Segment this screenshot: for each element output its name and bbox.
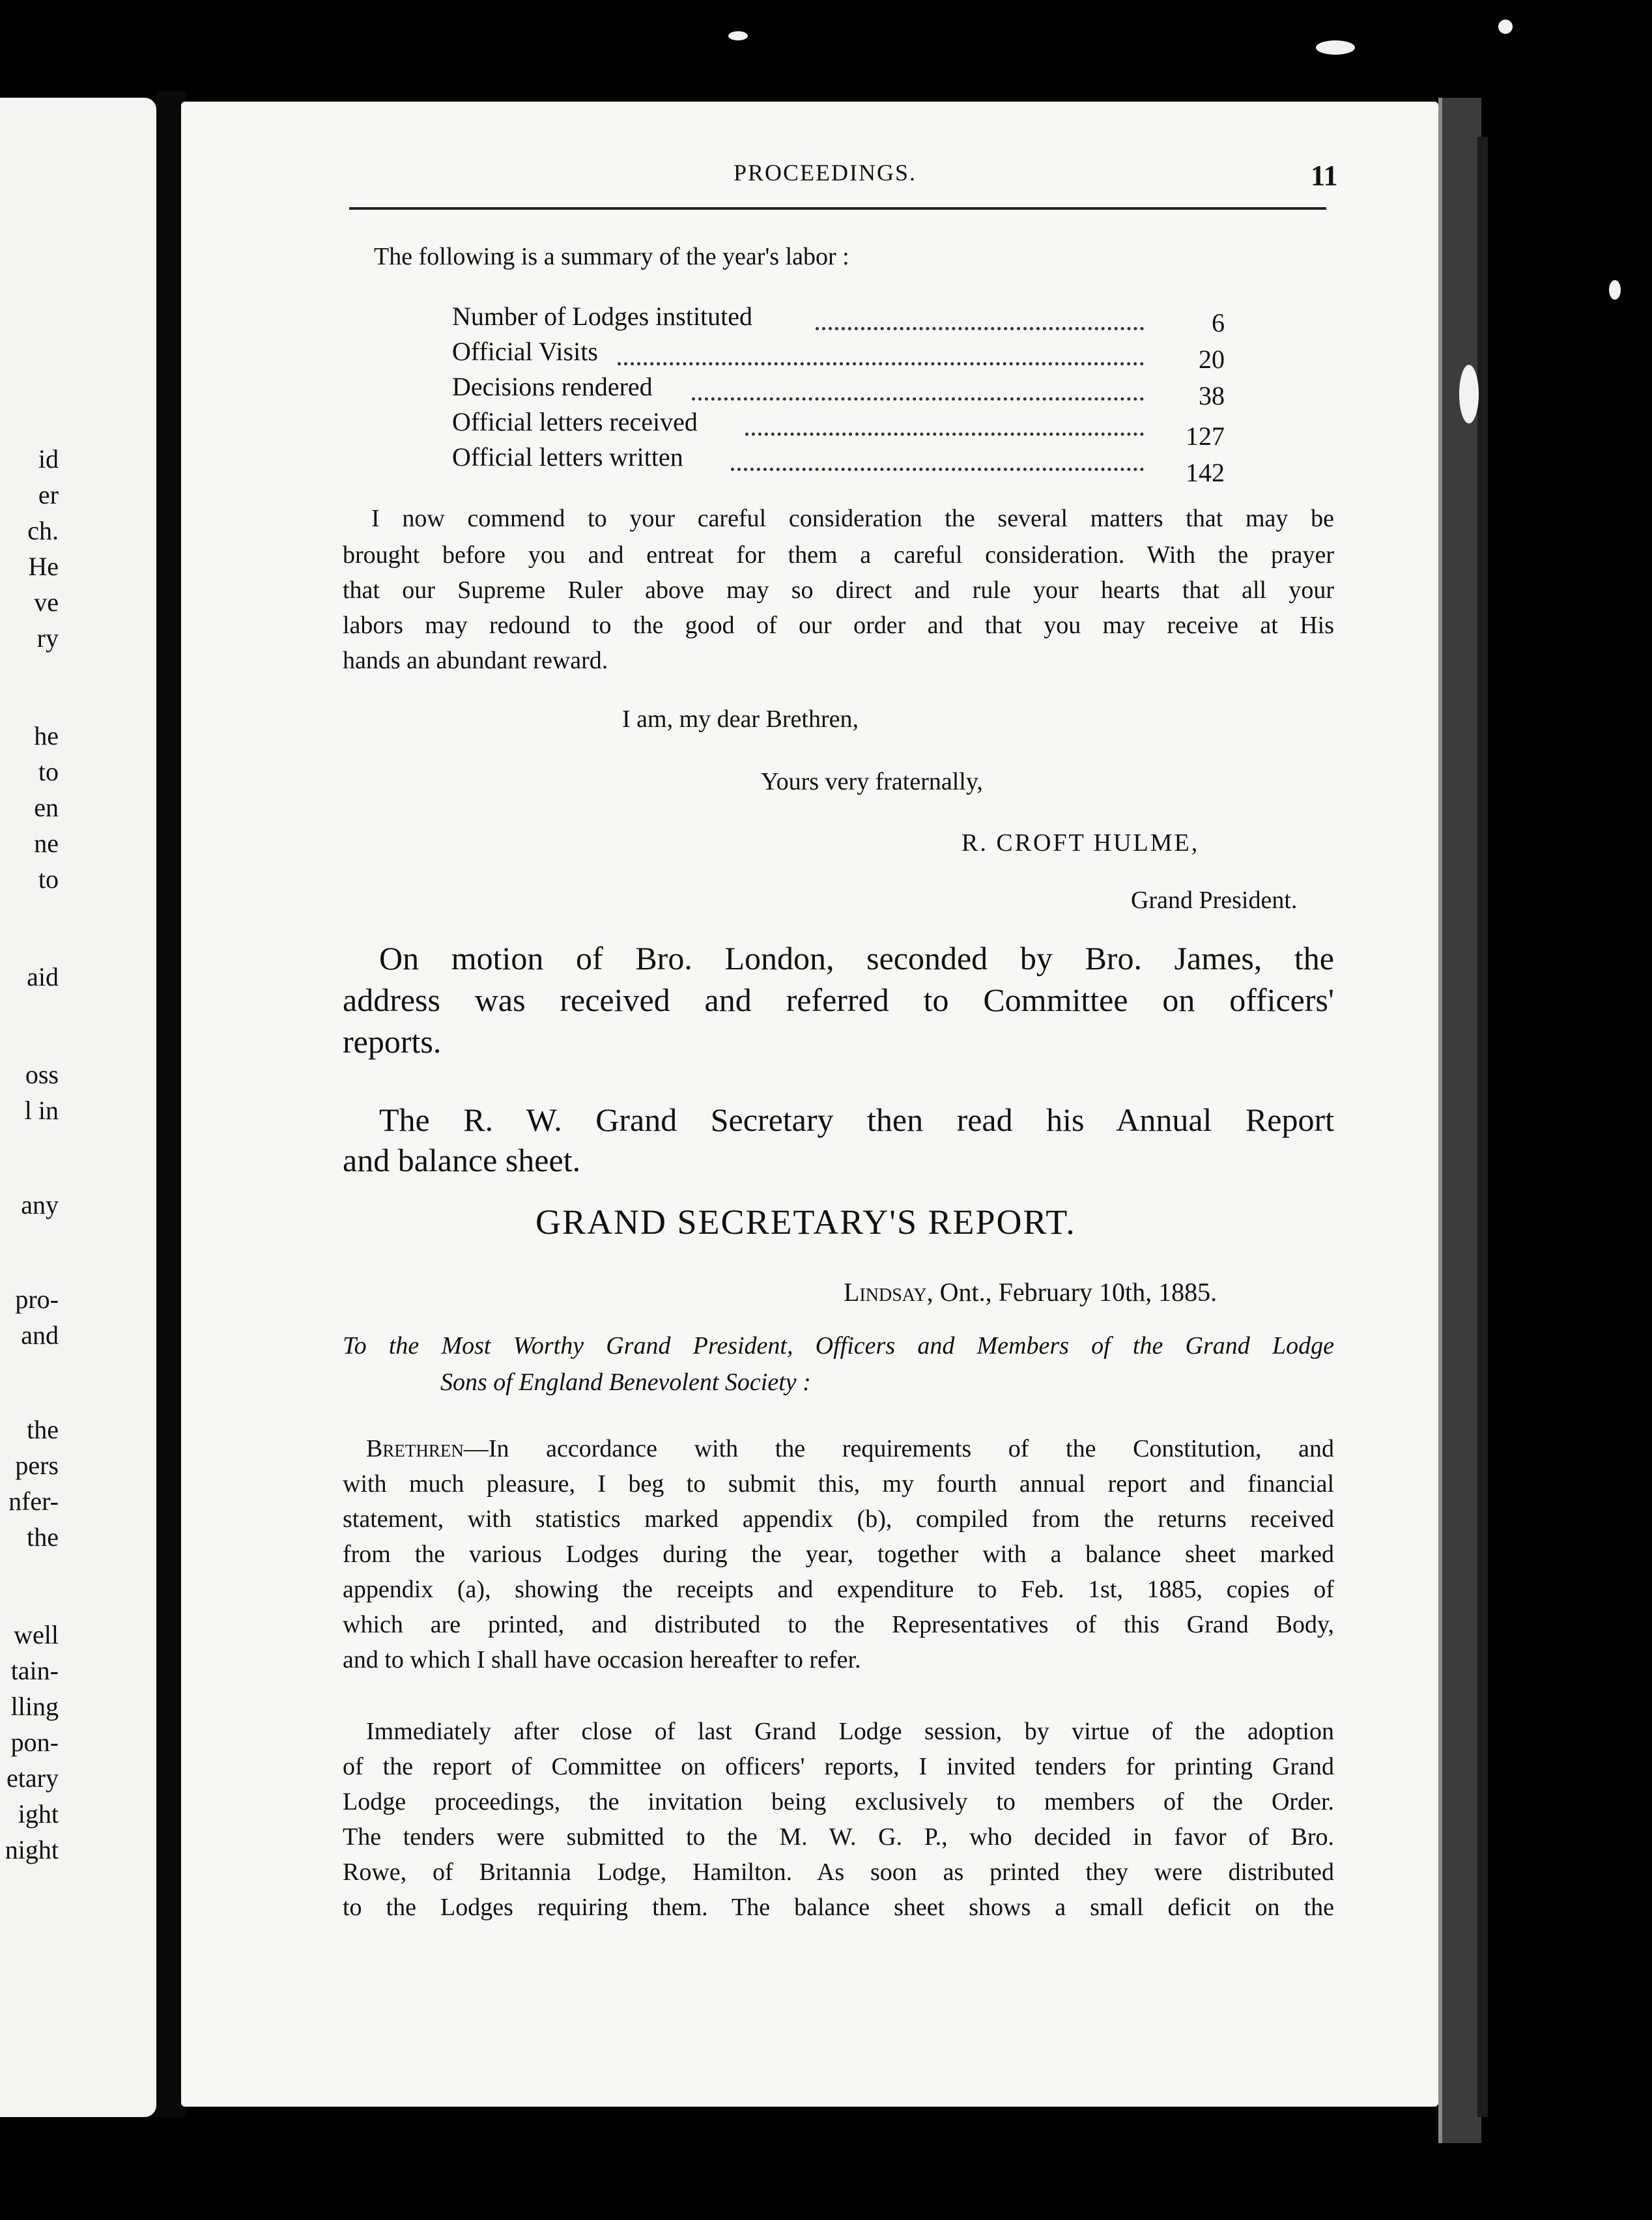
motion-line: On motion of Bro. London, seconded by Bro. James, the — [379, 940, 1334, 976]
report-para1-line: which are printed, and distributed to the Representatives of this Grand Body, — [343, 1611, 1334, 1638]
left-page-fragment: er — [38, 480, 59, 509]
valediction: Yours very fraternally, — [761, 768, 983, 795]
commend-line: that our Supreme Ruler above may so direct and rule your hearts that all your — [343, 576, 1334, 604]
page-edge-shadow — [1477, 137, 1488, 2117]
summary-value: 20 — [1199, 345, 1225, 374]
signatory-title: Grand President. — [1131, 887, 1298, 914]
dot-leader — [692, 397, 1144, 401]
report-para1-line: with much pleasure, I beg to submit this, my fourth annual report and financial — [343, 1470, 1334, 1498]
left-page-fragment: ight — [18, 1799, 59, 1829]
commend-line: labors may redound to the good of our order and that you may receive at His — [343, 612, 1334, 639]
left-page-fragment: well — [14, 1620, 59, 1649]
address-line: To the Most Worthy Grand President, Officers and Members of the Grand Lodge — [343, 1332, 1334, 1359]
scan-speck — [728, 31, 748, 40]
report-para1-text: —In accordance with the requirements of the Constitution, and — [463, 1435, 1334, 1462]
salutation-brethren: Brethren — [366, 1435, 464, 1462]
report-para2-line: Lodge proceedings, the invitation being exclusively to members of the Order. — [343, 1788, 1334, 1815]
left-page-fragment: nfer- — [8, 1487, 59, 1516]
report-para2-line: Immediately after close of last Grand Lodge session, by virtue of the adoption — [366, 1718, 1334, 1745]
dot-leader — [745, 433, 1144, 436]
summary-intro: The following is a summary of the year's labor : — [374, 243, 849, 270]
report-place-name: Lindsay — [844, 1277, 927, 1307]
report-para1-line: and to which I shall have occasion hereafter to refer. — [343, 1646, 861, 1673]
left-page-fragment: aid — [27, 962, 59, 991]
report-dateline — [844, 1277, 1217, 1307]
summary-label: Official Visits — [452, 337, 598, 366]
scan-speck — [1459, 365, 1479, 423]
header-rule — [349, 207, 1326, 210]
left-page-fragment: tain- — [10, 1656, 59, 1685]
summary-label: Decisions rendered — [452, 372, 653, 401]
left-page-fragment: oss — [25, 1060, 59, 1089]
running-head: PROCEEDINGS. — [733, 160, 917, 186]
summary-value: 142 — [1186, 458, 1225, 487]
left-page-fragment: pon- — [10, 1728, 59, 1757]
report-para2-line: Rowe, of Britannia Lodge, Hamilton. As soon as printed they were distributed — [343, 1858, 1334, 1886]
report-para2-line: The tenders were submitted to the M. W. G. P., who decided in favor of Bro. — [343, 1823, 1334, 1851]
scan-speck — [1498, 20, 1513, 34]
dot-leader — [618, 362, 1144, 365]
summary-label: Official letters written — [452, 442, 683, 472]
report-date: , Ont., February 10th, 1885. — [926, 1277, 1218, 1307]
left-page-fragment: to — [38, 864, 59, 894]
left-page-fragment: etary — [7, 1763, 59, 1793]
left-page-fragment: en — [34, 793, 59, 822]
left-page-fragment: He — [28, 552, 59, 581]
salutation: I am, my dear Brethren, — [622, 705, 859, 733]
dot-leader — [731, 468, 1144, 471]
report-para1-line — [366, 1434, 1334, 1463]
report-heading: GRAND SECRETARY'S REPORT. — [535, 1202, 1076, 1242]
summary-label: Number of Lodges instituted — [452, 302, 753, 331]
left-page-fragment: id — [38, 444, 59, 474]
left-page-fragment: ve — [34, 588, 59, 617]
summary-value: 38 — [1199, 381, 1225, 410]
signature: R. CROFT HULME, — [961, 829, 1200, 857]
left-page-fragment: to — [38, 757, 59, 786]
report-para2-line: to the Lodges requiring them. The balance sheet shows a small deficit on the — [343, 1894, 1334, 1921]
secretary-read-line: The R. W. Grand Secretary then read his Annual Report — [379, 1102, 1334, 1138]
motion-line: address was received and referred to Committee on officers' — [343, 982, 1334, 1018]
left-page-fragment: ry — [36, 623, 59, 653]
summary-value: 127 — [1186, 421, 1225, 451]
summary-label: Official letters received — [452, 407, 698, 436]
page-number: 11 — [1311, 160, 1338, 192]
left-page-fragment: ne — [34, 829, 59, 858]
report-para2-line: of the report of Committee on officers' reports, I invited tenders for printing Grand — [343, 1753, 1334, 1780]
left-page-fragment: pers — [15, 1451, 59, 1480]
scan-speck — [1316, 40, 1355, 55]
scan-speck — [1609, 280, 1621, 300]
left-facing-page — [0, 98, 156, 2117]
left-page-fragment: lling — [10, 1692, 59, 1721]
summary-value: 6 — [1212, 308, 1225, 337]
left-page-fragment: and — [21, 1320, 59, 1350]
left-page-fragment: ch. — [27, 516, 59, 545]
left-page-fragment: any — [21, 1190, 59, 1219]
secretary-read-line: and balance sheet. — [343, 1142, 581, 1178]
left-page-fragment: night — [5, 1835, 59, 1864]
commend-line: I now commend to your careful consideration the several matters that may be — [371, 505, 1334, 532]
commend-line: brought before you and entreat for them a careful consideration. With the prayer — [343, 541, 1334, 569]
commend-line: hands an abundant reward. — [343, 647, 608, 674]
left-page-fragment: he — [34, 721, 59, 750]
report-para1-line: statement, with statistics marked appendix (b), compiled from the returns received — [343, 1505, 1334, 1533]
left-page-fragment: the — [27, 1415, 59, 1444]
report-para1-line: appendix (a), showing the receipts and expenditure to Feb. 1st, 1885, copies of — [343, 1576, 1334, 1603]
address-line: Sons of England Benevolent Society : — [440, 1369, 811, 1396]
left-page-fragment: the — [27, 1522, 59, 1552]
report-para1-line: from the various Lodges during the year, together with a balance sheet marked — [343, 1541, 1334, 1568]
dot-leader — [816, 327, 1144, 330]
motion-line: reports. — [343, 1023, 442, 1060]
left-page-fragment: l in — [24, 1096, 59, 1125]
left-page-fragment: pro- — [15, 1285, 59, 1314]
